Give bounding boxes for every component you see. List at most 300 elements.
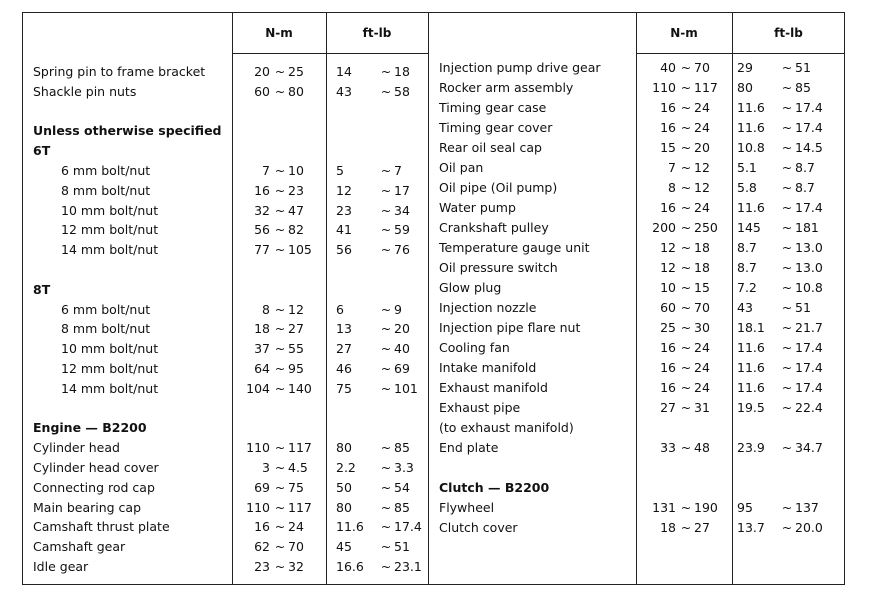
spec-label: Oil pan bbox=[439, 160, 484, 175]
ftlb-max: 18 bbox=[394, 64, 410, 79]
right-spec-row bbox=[0, 418, 880, 438]
range-sep: ~ bbox=[781, 120, 793, 135]
spec-label: Camshaft thrust plate bbox=[33, 519, 170, 535]
nm-max: 250 bbox=[694, 220, 718, 235]
ftlb-max: 20 bbox=[394, 321, 410, 337]
range-sep: ~ bbox=[680, 280, 692, 295]
ftlb-max: 40 bbox=[394, 341, 410, 357]
ftlb-min: 43 bbox=[737, 300, 753, 315]
range-sep: ~ bbox=[680, 140, 692, 155]
nm-max: 25 bbox=[288, 64, 304, 79]
ftlb-min: 11.6 bbox=[737, 120, 765, 135]
range-sep: ~ bbox=[380, 539, 392, 555]
ftlb-min: 50 bbox=[336, 479, 352, 495]
right-spec-row bbox=[0, 358, 880, 378]
range-sep: ~ bbox=[380, 202, 392, 218]
ftlb-max: 17.4 bbox=[795, 360, 823, 375]
range-sep: ~ bbox=[781, 440, 793, 455]
spec-label: Injection pipe flare nut bbox=[439, 320, 581, 335]
ftlb-max: 101 bbox=[394, 380, 418, 396]
right-spec-row bbox=[0, 158, 880, 178]
nm-max: 30 bbox=[694, 320, 710, 335]
nm-max: 24 bbox=[694, 340, 710, 355]
ftlb-min: 11.6 bbox=[737, 360, 765, 375]
range-sep: ~ bbox=[274, 222, 286, 238]
nm-max: 80 bbox=[288, 83, 304, 99]
ftlb-min: 80 bbox=[737, 80, 753, 95]
ftlb-max: 9 bbox=[394, 301, 402, 317]
nm-max: 190 bbox=[694, 500, 718, 515]
range-sep: ~ bbox=[274, 163, 286, 178]
ftlb-max: 59 bbox=[394, 222, 410, 238]
ftlb-min: 23 bbox=[336, 202, 352, 218]
nm-max: 117 bbox=[288, 499, 312, 515]
nm-max: 32 bbox=[288, 559, 304, 574]
range-sep: ~ bbox=[380, 83, 392, 99]
nm-min: 18 bbox=[254, 321, 270, 337]
right-spec-row bbox=[0, 78, 880, 98]
nm-min: 12 bbox=[660, 260, 676, 275]
ftlb-min: 8.7 bbox=[737, 240, 757, 255]
ftlb-min: 11.6 bbox=[737, 380, 765, 395]
spec-label: Cylinder head bbox=[33, 440, 120, 456]
spec-label: 8 mm bolt/nut bbox=[61, 182, 151, 198]
spec-label: Camshaft gear bbox=[33, 539, 126, 555]
right-ftlb-header: ft-lb bbox=[774, 26, 803, 40]
nm-min: 23 bbox=[254, 559, 270, 574]
nm-max: 23 bbox=[288, 182, 304, 198]
spec-label: Spring pin to frame bracket bbox=[33, 64, 206, 79]
nm-min: 56 bbox=[254, 222, 270, 238]
ftlb-max: 8.7 bbox=[795, 160, 815, 175]
nm-max: 15 bbox=[694, 280, 710, 295]
ftlb-max: 58 bbox=[394, 83, 410, 99]
spec-label: Cylinder head cover bbox=[33, 460, 159, 475]
range-sep: ~ bbox=[380, 361, 392, 376]
ftlb-max: 17.4 bbox=[394, 519, 422, 535]
nm-max: 24 bbox=[694, 360, 710, 375]
spec-label: 10 mm bolt/nut bbox=[61, 341, 159, 357]
range-sep: ~ bbox=[274, 559, 286, 574]
nm-min: 16 bbox=[660, 200, 676, 215]
spec-label: Rocker arm assembly bbox=[439, 80, 574, 95]
spec-label: Exhaust pipe bbox=[439, 400, 521, 415]
nm-max: 117 bbox=[694, 80, 718, 95]
range-sep: ~ bbox=[380, 222, 392, 238]
spec-label: Clutch cover bbox=[439, 520, 518, 535]
nm-min: 10 bbox=[660, 280, 676, 295]
range-sep: ~ bbox=[380, 479, 392, 495]
range-sep: ~ bbox=[274, 479, 286, 495]
nm-max: 31 bbox=[694, 400, 710, 415]
range-sep: ~ bbox=[274, 64, 286, 79]
nm-max: 12 bbox=[694, 180, 710, 195]
nm-max: 140 bbox=[288, 380, 312, 396]
ftlb-min: 11.6 bbox=[336, 519, 364, 535]
spec-label: 14 mm bolt/nut bbox=[61, 242, 159, 258]
nm-min: 200 bbox=[652, 220, 676, 235]
ftlb-max: 10.8 bbox=[795, 280, 823, 295]
nm-max: 70 bbox=[694, 60, 710, 75]
right-spec-row bbox=[0, 218, 880, 238]
nm-max: 4.5 bbox=[288, 460, 308, 475]
ftlb-min: 10.8 bbox=[737, 140, 765, 155]
nm-min: 104 bbox=[246, 380, 270, 396]
range-sep: ~ bbox=[680, 220, 692, 235]
spec-label: 6 mm bolt/nut bbox=[61, 163, 151, 178]
nm-min: 18 bbox=[660, 520, 676, 535]
nm-min: 3 bbox=[262, 460, 270, 475]
range-sep: ~ bbox=[274, 301, 286, 317]
spec-label: Injection nozzle bbox=[439, 300, 537, 315]
range-sep: ~ bbox=[680, 500, 692, 515]
right-spec-row bbox=[0, 498, 880, 518]
range-sep: ~ bbox=[274, 519, 286, 535]
ftlb-max: 14.5 bbox=[795, 140, 823, 155]
spec-label: Main bearing cap bbox=[33, 499, 142, 515]
nm-max: 70 bbox=[288, 539, 304, 555]
nm-max: 24 bbox=[694, 200, 710, 215]
ftlb-max: 51 bbox=[795, 60, 811, 75]
ftlb-max: 85 bbox=[394, 440, 410, 456]
range-sep: ~ bbox=[380, 341, 392, 357]
nm-min: 69 bbox=[254, 479, 270, 495]
range-sep: ~ bbox=[380, 64, 392, 79]
nm-max: 20 bbox=[694, 140, 710, 155]
header-underline bbox=[232, 53, 428, 54]
range-sep: ~ bbox=[680, 520, 692, 535]
range-sep: ~ bbox=[781, 340, 793, 355]
right-spec-row bbox=[0, 438, 880, 458]
spec-label: Cooling fan bbox=[439, 340, 510, 355]
nm-min: 33 bbox=[660, 440, 676, 455]
range-sep: ~ bbox=[680, 180, 692, 195]
ftlb-min: 11.6 bbox=[737, 340, 765, 355]
nm-max: 24 bbox=[694, 100, 710, 115]
range-sep: ~ bbox=[274, 321, 286, 337]
nm-max: 95 bbox=[288, 361, 304, 376]
range-sep: ~ bbox=[781, 380, 793, 395]
ftlb-min: 145 bbox=[737, 220, 761, 235]
range-sep: ~ bbox=[274, 539, 286, 555]
nm-max: 24 bbox=[694, 380, 710, 395]
ftlb-min: 46 bbox=[336, 361, 352, 376]
ftlb-min: 95 bbox=[737, 500, 753, 515]
ftlb-max: 22.4 bbox=[795, 400, 823, 415]
ftlb-max: 13.0 bbox=[795, 260, 823, 275]
spec-label: Exhaust manifold bbox=[439, 380, 548, 395]
spec-label: Timing gear cover bbox=[439, 120, 553, 135]
nm-min: 15 bbox=[660, 140, 676, 155]
ftlb-max: 17.4 bbox=[795, 340, 823, 355]
ftlb-min: 75 bbox=[336, 380, 352, 396]
range-sep: ~ bbox=[781, 60, 793, 75]
spec-label: Temperature gauge unit bbox=[439, 240, 590, 255]
spec-label: Intake manifold bbox=[439, 360, 537, 375]
spec-label: 6 mm bolt/nut bbox=[61, 301, 151, 317]
ftlb-min: 43 bbox=[336, 83, 352, 99]
nm-min: 64 bbox=[254, 361, 270, 376]
right-spec-row bbox=[0, 458, 880, 478]
range-sep: ~ bbox=[680, 100, 692, 115]
ftlb-min: 11.6 bbox=[737, 200, 765, 215]
spec-label: Glow plug bbox=[439, 280, 502, 295]
nm-min: 8 bbox=[668, 180, 676, 195]
nm-max: 18 bbox=[694, 260, 710, 275]
nm-min: 16 bbox=[254, 519, 270, 535]
nm-min: 16 bbox=[660, 380, 676, 395]
spec-label: 8 mm bolt/nut bbox=[61, 321, 151, 337]
range-sep: ~ bbox=[680, 400, 692, 415]
nm-max: 117 bbox=[288, 440, 312, 456]
nm-max: 18 bbox=[694, 240, 710, 255]
left-nm-header: N-m bbox=[265, 26, 293, 40]
right-spec-row bbox=[0, 58, 880, 78]
range-sep: ~ bbox=[781, 500, 793, 515]
range-sep: ~ bbox=[680, 340, 692, 355]
nm-min: 16 bbox=[660, 100, 676, 115]
range-sep: ~ bbox=[274, 83, 286, 99]
ftlb-min: 41 bbox=[336, 222, 352, 238]
ftlb-max: 51 bbox=[394, 539, 410, 555]
spec-label: Engine — B2200 bbox=[33, 420, 147, 436]
ftlb-min: 19.5 bbox=[737, 400, 765, 415]
spec-label: Oil pipe (Oil pump) bbox=[439, 180, 558, 195]
range-sep: ~ bbox=[781, 320, 793, 335]
range-sep: ~ bbox=[380, 499, 392, 515]
ftlb-max: 8.7 bbox=[795, 180, 815, 195]
range-sep: ~ bbox=[781, 260, 793, 275]
ftlb-max: 17.4 bbox=[795, 100, 823, 115]
ftlb-min: 29 bbox=[737, 60, 753, 75]
left-spec-row bbox=[0, 557, 880, 577]
nm-min: 60 bbox=[660, 300, 676, 315]
range-sep: ~ bbox=[274, 380, 286, 396]
ftlb-min: 7.2 bbox=[737, 280, 757, 295]
right-spec-row bbox=[0, 398, 880, 418]
range-sep: ~ bbox=[274, 182, 286, 198]
range-sep: ~ bbox=[781, 240, 793, 255]
ftlb-min: 2.2 bbox=[336, 460, 356, 475]
nm-max: 105 bbox=[288, 242, 312, 258]
header-underline bbox=[636, 53, 845, 54]
ftlb-max: 181 bbox=[795, 220, 819, 235]
left-ftlb-header: ft-lb bbox=[362, 26, 392, 40]
spec-label: Idle gear bbox=[33, 559, 89, 574]
nm-max: 27 bbox=[694, 520, 710, 535]
right-spec-row bbox=[0, 278, 880, 298]
spec-label: Timing gear case bbox=[439, 100, 547, 115]
ftlb-min: 80 bbox=[336, 499, 352, 515]
range-sep: ~ bbox=[274, 460, 286, 475]
ftlb-min: 13 bbox=[336, 321, 352, 337]
range-sep: ~ bbox=[380, 519, 392, 535]
nm-max: 24 bbox=[694, 120, 710, 135]
nm-max: 10 bbox=[288, 163, 304, 178]
range-sep: ~ bbox=[680, 60, 692, 75]
nm-min: 16 bbox=[660, 360, 676, 375]
range-sep: ~ bbox=[380, 380, 392, 396]
spec-label: 8T bbox=[33, 281, 51, 297]
nm-min: 110 bbox=[652, 80, 676, 95]
nm-max: 27 bbox=[288, 321, 304, 337]
ftlb-max: 85 bbox=[394, 499, 410, 515]
ftlb-min: 80 bbox=[336, 440, 352, 456]
nm-max: 12 bbox=[694, 160, 710, 175]
range-sep: ~ bbox=[680, 360, 692, 375]
ftlb-max: 13.0 bbox=[795, 240, 823, 255]
spec-label: Clutch — B2200 bbox=[439, 480, 550, 495]
ftlb-max: 34 bbox=[394, 202, 410, 218]
range-sep: ~ bbox=[274, 499, 286, 515]
ftlb-min: 27 bbox=[336, 341, 352, 357]
spec-label: 10 mm bolt/nut bbox=[61, 202, 159, 218]
spec-label: Water pump bbox=[439, 200, 516, 215]
range-sep: ~ bbox=[274, 242, 286, 258]
ftlb-max: 21.7 bbox=[795, 320, 823, 335]
ftlb-min: 23.9 bbox=[737, 440, 765, 455]
right-spec-row bbox=[0, 258, 880, 278]
spec-label: Injection pump drive gear bbox=[439, 60, 601, 75]
spec-label: Connecting rod cap bbox=[33, 479, 155, 495]
ftlb-min: 11.6 bbox=[737, 100, 765, 115]
ftlb-max: 34.7 bbox=[795, 440, 823, 455]
right-spec-row bbox=[0, 238, 880, 258]
nm-min: 27 bbox=[660, 400, 676, 415]
nm-min: 40 bbox=[660, 60, 676, 75]
ftlb-max: 20.0 bbox=[795, 520, 823, 535]
range-sep: ~ bbox=[274, 202, 286, 218]
nm-max: 70 bbox=[694, 300, 710, 315]
spec-label: 12 mm bolt/nut bbox=[61, 222, 159, 238]
range-sep: ~ bbox=[781, 300, 793, 315]
spec-label: 12 mm bolt/nut bbox=[61, 361, 159, 376]
range-sep: ~ bbox=[680, 160, 692, 175]
ftlb-min: 56 bbox=[336, 242, 352, 258]
right-spec-row bbox=[0, 198, 880, 218]
range-sep: ~ bbox=[781, 80, 793, 95]
range-sep: ~ bbox=[380, 163, 392, 178]
nm-min: 37 bbox=[254, 341, 270, 357]
spec-label: (to exhaust manifold) bbox=[439, 420, 574, 435]
range-sep: ~ bbox=[781, 200, 793, 215]
range-sep: ~ bbox=[680, 300, 692, 315]
range-sep: ~ bbox=[781, 220, 793, 235]
ftlb-max: 137 bbox=[795, 500, 819, 515]
left-spec-row bbox=[0, 537, 880, 557]
right-spec-row bbox=[0, 138, 880, 158]
ftlb-max: 17.4 bbox=[795, 200, 823, 215]
range-sep: ~ bbox=[380, 460, 392, 475]
range-sep: ~ bbox=[274, 361, 286, 376]
range-sep: ~ bbox=[380, 321, 392, 337]
spec-label: End plate bbox=[439, 440, 499, 455]
ftlb-max: 3.3 bbox=[394, 460, 414, 475]
spec-label: 14 mm bolt/nut bbox=[61, 380, 159, 396]
nm-min: 32 bbox=[254, 202, 270, 218]
range-sep: ~ bbox=[680, 260, 692, 275]
nm-min: 110 bbox=[246, 440, 270, 456]
range-sep: ~ bbox=[274, 341, 286, 357]
range-sep: ~ bbox=[680, 120, 692, 135]
ftlb-max: 54 bbox=[394, 479, 410, 495]
ftlb-min: 6 bbox=[336, 301, 344, 317]
range-sep: ~ bbox=[781, 140, 793, 155]
ftlb-min: 16.6 bbox=[336, 559, 364, 574]
range-sep: ~ bbox=[274, 440, 286, 456]
range-sep: ~ bbox=[781, 100, 793, 115]
ftlb-min: 5.8 bbox=[737, 180, 757, 195]
spec-label: Flywheel bbox=[439, 500, 495, 515]
nm-max: 82 bbox=[288, 222, 304, 238]
nm-min: 16 bbox=[660, 120, 676, 135]
nm-max: 47 bbox=[288, 202, 304, 218]
nm-min: 25 bbox=[660, 320, 676, 335]
nm-min: 131 bbox=[652, 500, 676, 515]
ftlb-max: 17.4 bbox=[795, 380, 823, 395]
nm-min: 77 bbox=[254, 242, 270, 258]
ftlb-max: 69 bbox=[394, 361, 410, 376]
nm-min: 7 bbox=[668, 160, 676, 175]
ftlb-min: 13.7 bbox=[737, 520, 765, 535]
right-spec-row bbox=[0, 178, 880, 198]
right-nm-header: N-m bbox=[670, 26, 698, 40]
right-spec-row bbox=[0, 518, 880, 538]
right-spec-row bbox=[0, 118, 880, 138]
ftlb-min: 45 bbox=[336, 539, 352, 555]
range-sep: ~ bbox=[781, 180, 793, 195]
range-sep: ~ bbox=[680, 80, 692, 95]
right-spec-row bbox=[0, 338, 880, 358]
nm-min: 12 bbox=[660, 240, 676, 255]
nm-min: 7 bbox=[262, 163, 270, 178]
nm-min: 16 bbox=[254, 182, 270, 198]
ftlb-max: 17.4 bbox=[795, 120, 823, 135]
range-sep: ~ bbox=[680, 440, 692, 455]
range-sep: ~ bbox=[781, 280, 793, 295]
range-sep: ~ bbox=[380, 242, 392, 258]
ftlb-max: 51 bbox=[795, 300, 811, 315]
nm-min: 8 bbox=[262, 301, 270, 317]
range-sep: ~ bbox=[781, 400, 793, 415]
range-sep: ~ bbox=[680, 200, 692, 215]
range-sep: ~ bbox=[781, 360, 793, 375]
nm-max: 12 bbox=[288, 301, 304, 317]
ftlb-min: 5 bbox=[336, 163, 344, 178]
right-spec-row bbox=[0, 318, 880, 338]
ftlb-max: 7 bbox=[394, 163, 402, 178]
ftlb-min: 18.1 bbox=[737, 320, 765, 335]
right-spec-row bbox=[0, 98, 880, 118]
spec-label: 6T bbox=[33, 143, 51, 159]
ftlb-max: 23.1 bbox=[394, 559, 422, 574]
nm-min: 62 bbox=[254, 539, 270, 555]
range-sep: ~ bbox=[680, 320, 692, 335]
range-sep: ~ bbox=[680, 240, 692, 255]
spec-label: Shackle pin nuts bbox=[33, 83, 137, 99]
spec-label: Rear oil seal cap bbox=[439, 140, 542, 155]
ftlb-max: 17 bbox=[394, 182, 410, 198]
range-sep: ~ bbox=[781, 160, 793, 175]
range-sep: ~ bbox=[380, 559, 392, 574]
nm-min: 60 bbox=[254, 83, 270, 99]
ftlb-min: 14 bbox=[336, 64, 352, 79]
range-sep: ~ bbox=[380, 182, 392, 198]
nm-max: 55 bbox=[288, 341, 304, 357]
range-sep: ~ bbox=[781, 520, 793, 535]
right-spec-row bbox=[0, 378, 880, 398]
spec-label: Oil pressure switch bbox=[439, 260, 558, 275]
